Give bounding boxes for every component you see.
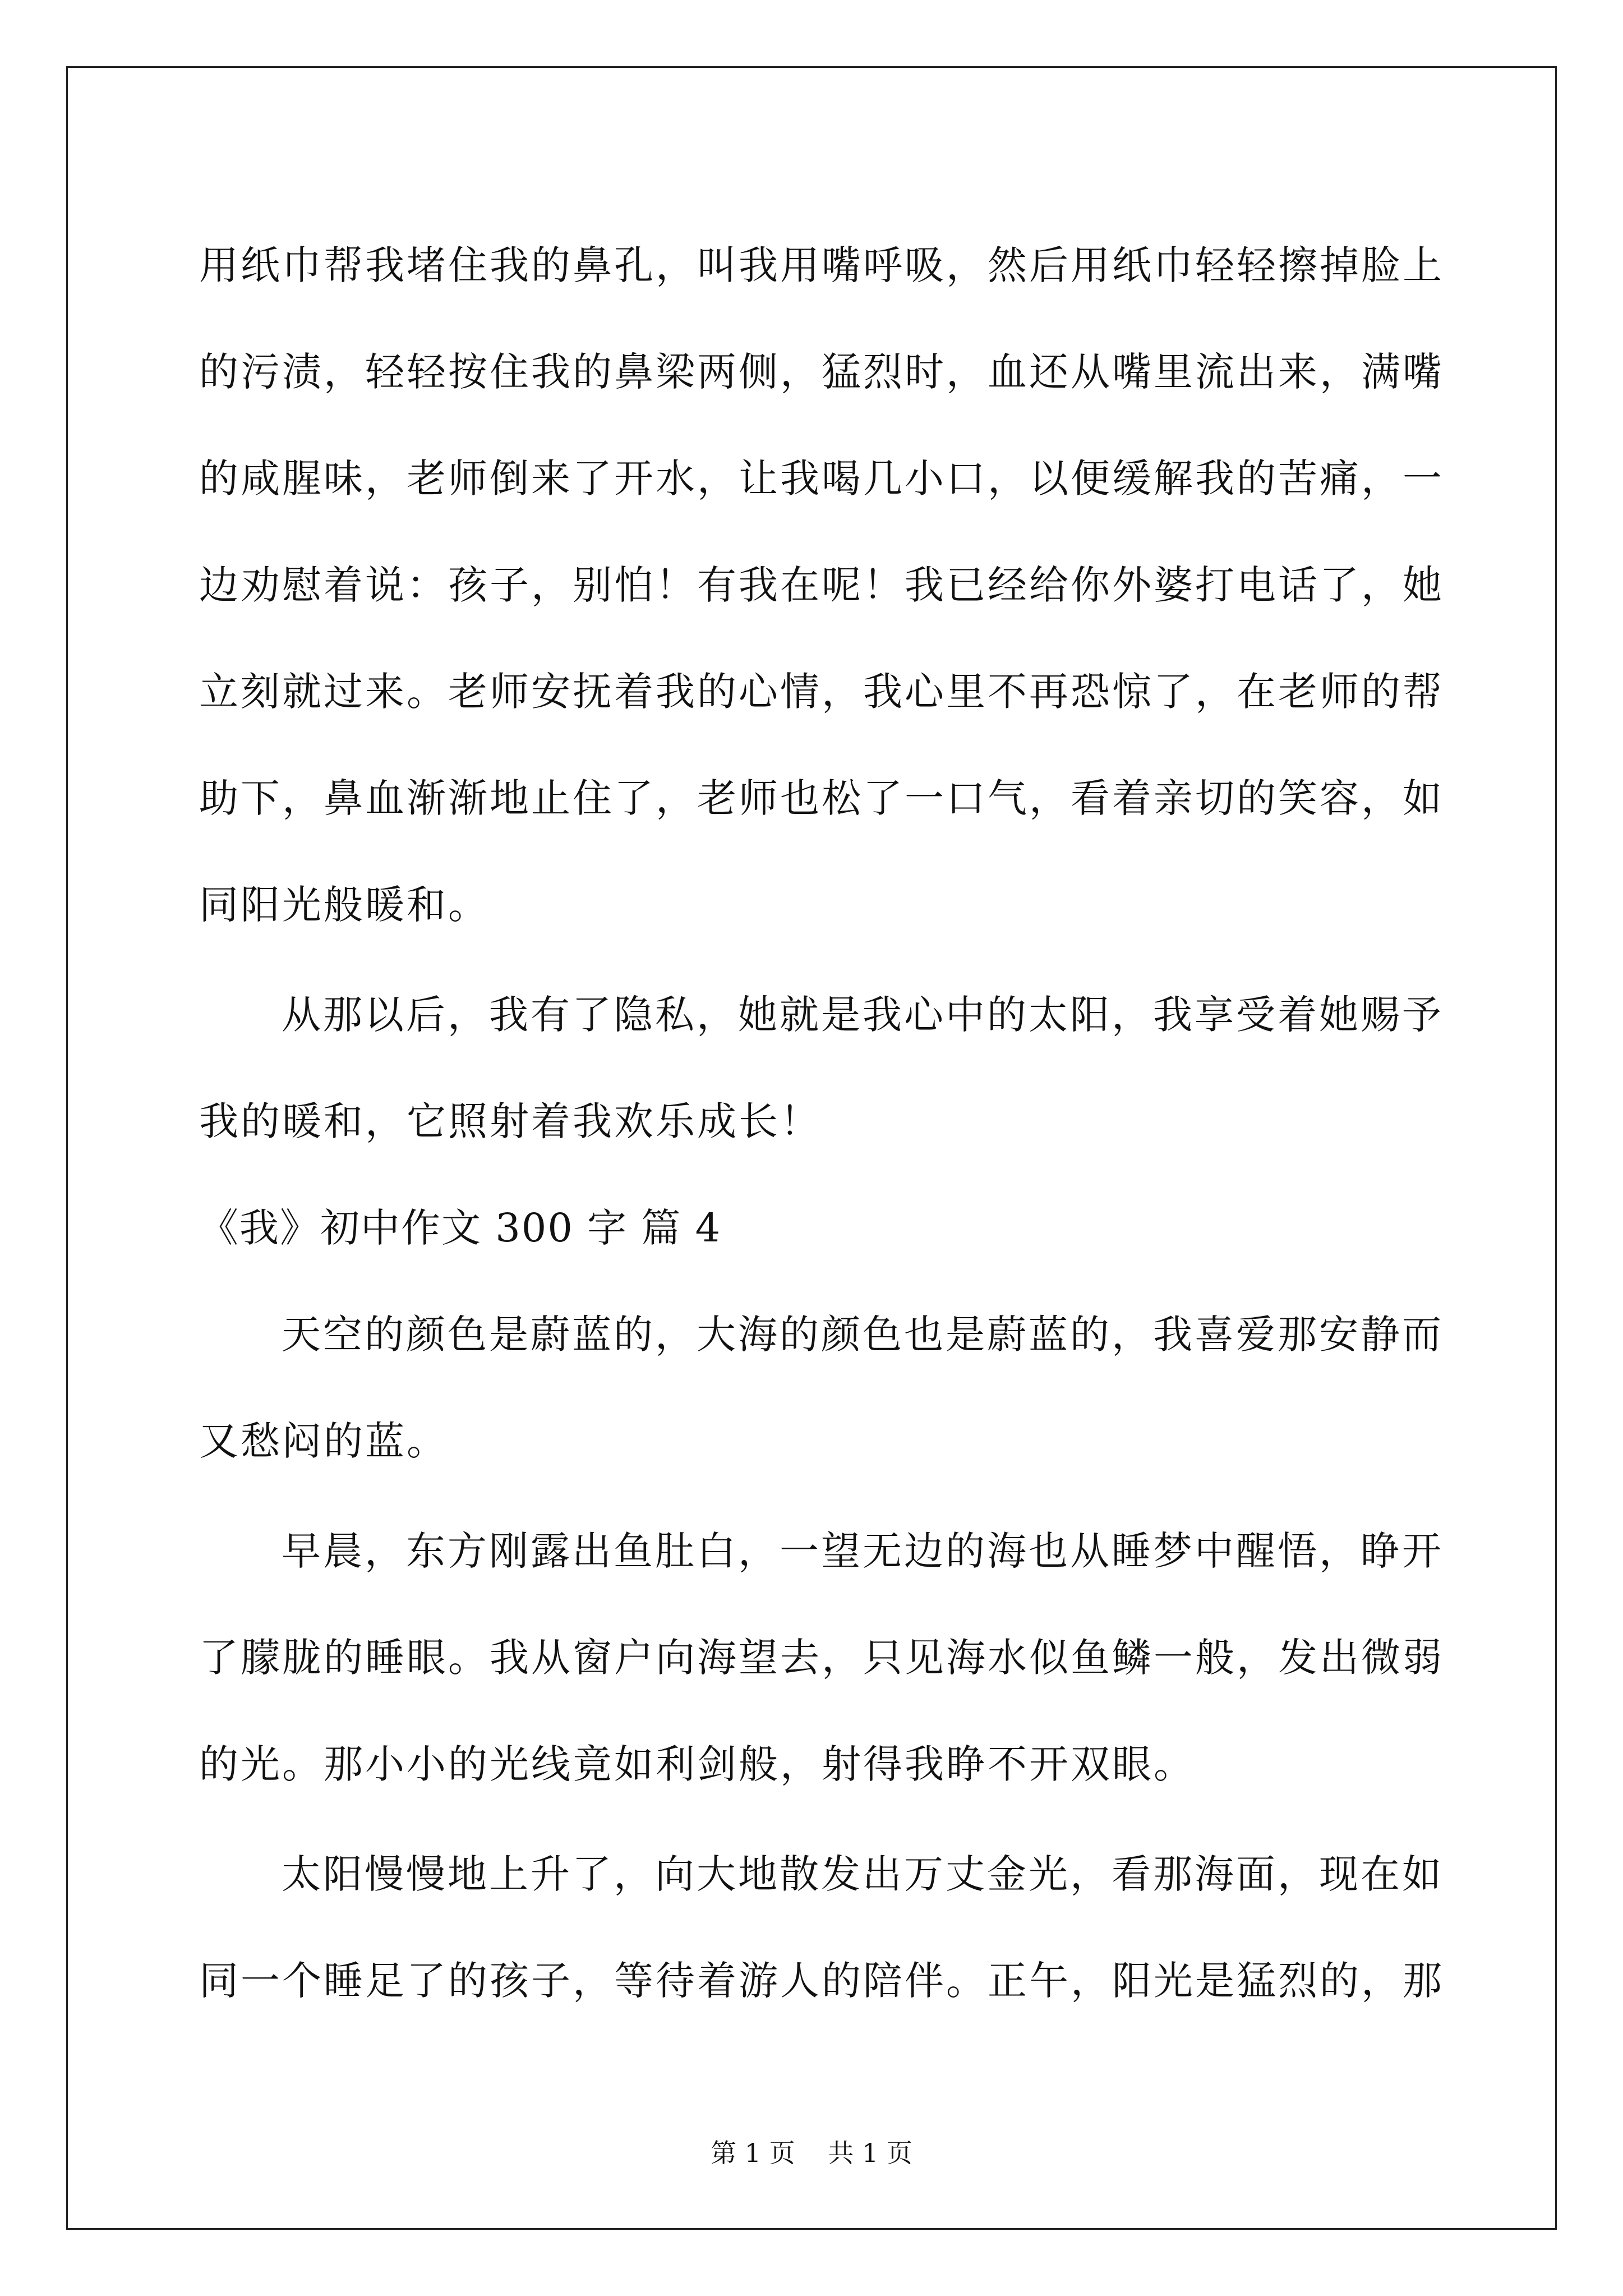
text-line: 的污渍，轻轻按住我的鼻梁两侧，猛烈时，血还从嘴里流出来，满嘴 [199, 349, 1444, 395]
text-line: 边劝慰着说：孩子，别怕！有我在呢！我已经给你外婆打电话了，她 [199, 562, 1444, 608]
text-line: 我的暖和，它照射着我欢乐成长！ [199, 1098, 822, 1144]
page-number: 第 1 页 [711, 2138, 795, 2168]
section-heading: 《我》初中作文 300 字 篇 4 [199, 1205, 722, 1251]
text-line: 的咸腥味，老师倒来了开水，让我喝几小口，以便缓解我的苦痛，一 [199, 455, 1444, 501]
text-line: 早晨，东方刚露出鱼肚白，一望无边的海也从睡梦中醒悟，睁开 [282, 1528, 1444, 1574]
paragraph [199, 212, 1444, 958]
text-line: 同一个睡足了的孩子，等待着游人的陪伴。正午，阳光是猛烈的，那 [199, 1958, 1444, 2004]
text-line: 立刻就过来。老师安抚着我的心情，我心里不再恐惊了，在老师的帮 [199, 669, 1444, 715]
page-total: 共 1 页 [828, 2138, 912, 2168]
paragraph [199, 961, 1444, 1175]
text-line: 用纸巾帮我堵住我的鼻孔，叫我用嘴呼吸，然后用纸巾轻轻擦掉脸上 [199, 242, 1444, 288]
text-line: 又愁闷的蓝。 [199, 1418, 448, 1464]
document-body [199, 212, 1444, 2034]
text-line: 天空的颜色是蔚蓝的，大海的颜色也是蔚蓝的，我喜爱那安静而 [282, 1312, 1444, 1358]
paragraph [199, 1281, 1444, 1494]
text-line: 了朦胧的睡眼。我从窗户向海望去，只见海水似鱼鳞一般，发出微弱 [199, 1635, 1444, 1681]
text-line: 的光。那小小的光线竟如利剑般，射得我睁不开双眼。 [199, 1741, 1195, 1787]
text-line: 同阳光般暖和。 [199, 882, 490, 928]
text-line: 从那以后，我有了隐私，她就是我心中的太阳，我享受着她赐予 [282, 992, 1444, 1038]
paragraph [199, 1498, 1444, 1818]
text-line: 太阳慢慢地上升了，向大地散发出万丈金光，看那海面，现在如 [282, 1851, 1444, 1897]
page-footer [0, 2136, 1623, 2170]
text-line: 助下，鼻血渐渐地止住了，老师也松了一口气，看着亲切的笑容，如 [199, 775, 1444, 821]
paragraph [199, 1821, 1444, 2034]
